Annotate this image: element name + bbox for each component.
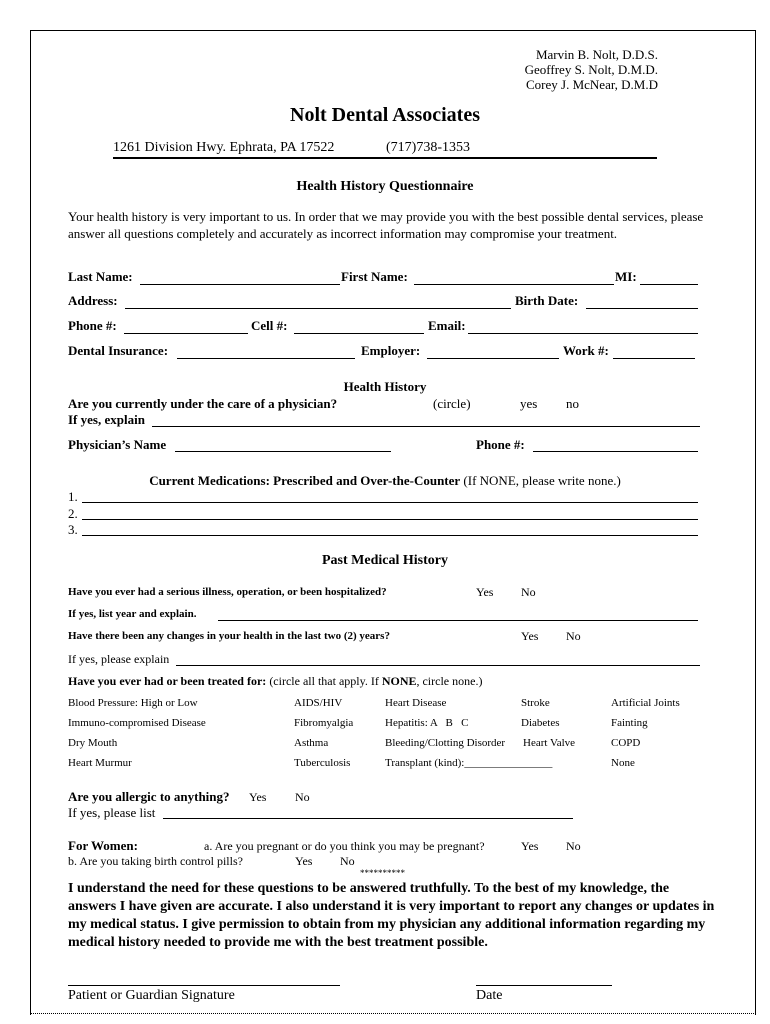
date-line[interactable] [476,985,612,986]
dental-insurance-input[interactable] [177,358,355,359]
medications-heading-note: (If NONE, please write none.) [463,473,621,488]
mi-input[interactable] [640,284,698,285]
hospitalized-explain-label: If yes, list year and explain. [68,608,197,620]
condition-option[interactable]: Immuno-compromised Disease [68,717,206,729]
condition-option[interactable]: COPD [611,737,641,749]
condition-option[interactable]: Heart Murmur [68,757,132,769]
hospitalized-no-option[interactable]: No [521,585,536,599]
medication-number: 2. [68,506,78,521]
section-separator: ********** [360,868,405,878]
address-input[interactable] [125,308,511,309]
health-history-heading: Health History [343,379,427,394]
last-name-label: Last Name: [68,269,133,284]
condition-option[interactable]: Blood Pressure: High or Low [68,697,198,709]
doctor-name: Corey J. McNear, D.M.D [526,77,658,92]
health-changes-yes-option[interactable]: Yes [521,629,539,643]
condition-option[interactable]: Artificial Joints [611,697,680,709]
health-changes-explain-label: If yes, please explain [68,652,170,666]
physician-name-input[interactable] [175,451,391,452]
hospitalized-explain-input[interactable] [218,620,698,621]
treated-for-none: NONE [381,674,417,688]
pregnant-yes-option[interactable]: Yes [521,839,539,853]
allergy-no-option[interactable]: No [295,790,310,804]
last-name-input[interactable] [140,284,340,285]
employer-input[interactable] [427,358,559,359]
treated-for-heading [68,674,482,689]
email-label: Email: [428,318,466,333]
doctor-name: Marvin B. Nolt, D.D.S. [535,47,658,62]
allergy-row [68,789,230,805]
condition-option[interactable]: Diabetes [521,717,560,729]
past-medical-heading: Past Medical History [322,553,448,568]
medications-heading-bold: Current Medications: Prescribed and Over-the-Counter [149,473,461,488]
condition-option[interactable]: Fainting [611,717,648,729]
cell-label: Cell #: [251,318,288,333]
first-name-input[interactable] [414,284,614,285]
pregnant-question: a. Are you pregnant or do you think you may be pregnant? [204,839,485,853]
physician-name-label: Physician’s Name [68,437,167,452]
circle-note: (circle) [433,396,471,411]
birth-date-input[interactable] [586,308,698,309]
mi-label: MI: [615,269,637,284]
birth-control-yes-option[interactable]: Yes [295,854,313,868]
transplant-field[interactable]: Transplant (kind):________________ [385,757,553,769]
treated-for-bold: Have you ever had or been treated for: [68,674,267,688]
physician-phone-label: Phone #: [476,437,525,452]
work-input[interactable] [613,358,695,359]
birth-date-label: Birth Date: [515,293,579,308]
date-label: Date [476,988,503,1003]
header-rule [113,157,657,159]
condition-option[interactable]: Tuberculosis [294,757,351,769]
first-name-label: First Name: [341,269,408,284]
employer-label: Employer: [361,343,421,358]
physician-question: Are you currently under the care of a physician? [68,396,338,411]
medication-input-2[interactable] [82,519,698,520]
treated-for-note: (circle all that apply. If [269,674,379,688]
medication-number: 1. [68,489,78,504]
condition-option[interactable]: None [611,757,635,769]
condition-option[interactable]: Hepatitis: A B C [385,717,469,729]
condition-option[interactable]: Asthma [294,737,329,749]
form-bottom-border [30,1013,756,1014]
medication-input-1[interactable] [82,502,698,503]
intro-text: Your health history is very important to us. In order that we may provide you with the best possible dental services, please answer all questions completely and accurately as incorrect information may compromise your treatment. [68,209,704,241]
condition-option[interactable]: AIDS/HIV [294,697,343,709]
address-label: Address: [68,293,118,308]
condition-option[interactable]: Heart Disease [385,697,447,709]
signature-line[interactable] [68,985,340,986]
health-changes-question: Have there been any changes in your health in the last two (2) years? [68,630,390,642]
condition-option[interactable]: Fibromyalgia [294,717,354,729]
practice-phone: (717)738-1353 [386,140,470,155]
treated-for-note-end: , circle none.) [416,674,483,688]
allergy-yes-option[interactable]: Yes [249,790,267,804]
physician-explain-input[interactable] [152,426,700,427]
form-title: Health History Questionnaire [296,179,474,194]
allergy-question: Are you allergic to anything? [68,789,230,804]
condition-option[interactable]: Stroke [521,697,550,709]
physician-explain-label: If yes, explain [68,412,145,427]
email-input[interactable] [468,333,698,334]
condition-option[interactable]: Bleeding/Clotting Disorder [385,737,506,749]
pregnant-no-option[interactable]: No [566,839,581,853]
phone-label: Phone #: [68,318,117,333]
birth-control-question: b. Are you taking birth control pills? [68,854,243,868]
signature-label: Patient or Guardian Signature [68,988,235,1003]
consent-statement: I understand the need for these questions to be answered truthfully. To the best of my knowledge, the answers I have given are accurate. I also understand it is very important to report any changes or updates in my medical status. I give permission to obtain from my physician any additional information regarding my medical history needed to provide me with the best treatment possible. [68,881,715,950]
condition-option[interactable]: Dry Mouth [68,737,118,749]
cell-input[interactable] [294,333,424,334]
physician-no-option[interactable]: no [566,396,579,411]
hospitalized-yes-option[interactable]: Yes [476,585,494,599]
allergy-list-label: If yes, please list [68,805,156,820]
medications-heading [0,473,770,489]
hospitalized-question: Have you ever had a serious illness, operation, or been hospitalized? [68,586,387,598]
health-changes-no-option[interactable]: No [566,629,581,643]
dental-insurance-label: Dental Insurance: [68,343,169,358]
doctor-name: Geoffrey S. Nolt, D.M.D. [524,62,658,77]
allergy-list-input[interactable] [163,818,573,819]
practice-address: 1261 Division Hwy. Ephrata, PA 17522 [113,140,335,155]
for-women-label: For Women: [68,838,138,853]
doctor-list [525,47,658,92]
condition-option[interactable]: Heart Valve [523,737,576,749]
medication-number: 3. [68,522,78,537]
health-changes-explain-input[interactable] [176,665,700,666]
physician-phone-input[interactable] [533,451,698,452]
medication-input-3[interactable] [82,535,698,536]
physician-yes-option[interactable]: yes [520,396,538,411]
work-label: Work #: [563,343,609,358]
phone-input[interactable] [124,333,248,334]
birth-control-no-option[interactable]: No [340,854,355,868]
practice-name: Nolt Dental Associates [290,104,480,126]
